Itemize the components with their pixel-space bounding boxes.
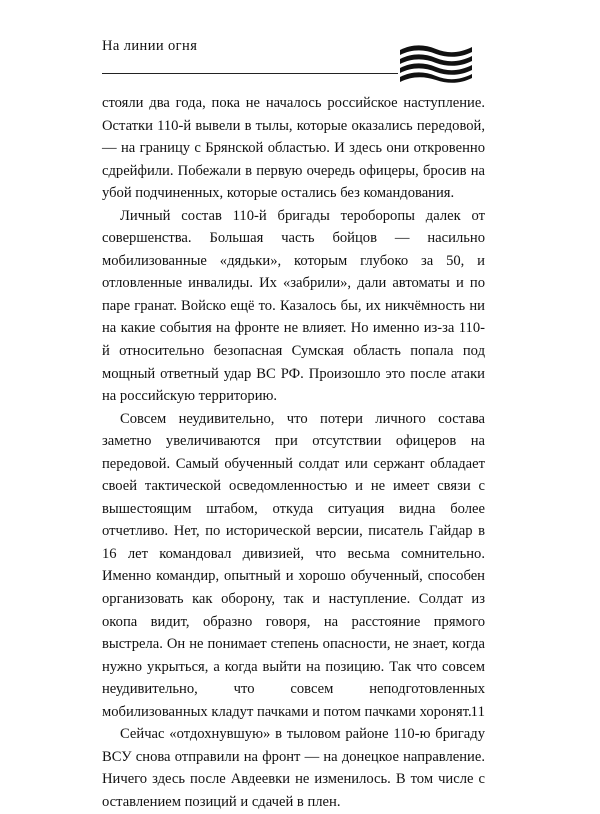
- banner-flag-icon: [398, 44, 474, 84]
- paragraph: Личный состав 110-й бригады тероборопы далек от совершенства. Большая часть бойцов — насильно мобилизованные «дядьки», которым глубоко за 50, и отловленные инвалиды. Их «забрили», дали автоматы и по паре гранат. Войско ещё то. Казалось бы, их никчёмность ни на какие события на фронте не влияет. Но именно из-за 110-й относительно безопасная Сумская область попала под мощный ответный удар ВС РФ. Произошло это после атаки на российскую территорию.: [102, 207, 485, 405]
- paragraph: Совсем неудивительно, что потери личного состава заметно увеличиваются при отсутствии офицеров на передовой. Самый обученный солдат или сержант обладает своей тактической осведомленностью и не имеет связи с вышестоящим штабом, откуда ситуация видна более отчетливо. Нет, по исторической версии, писатель Гайдар в 16 лет командовал дивизией, что весьма сомнительно. Именно командир, опытный и хорошо обученный, способен организовать как оборону, так и наступление. Солдат из окопа видит, образно говоря, на расстояние прямого выстрела. Он не понимает степень опасности, не знает, когда нужно укрыться, а когда выйти на позицию. Так что совсем неудивительно, что совсем неподготовленных мобилизованных кладут пачками и потом пачками хоронят.: [102, 410, 485, 720]
- paragraph: Сейчас «отдохнувшую» в тыловом районе 110-ю бригаду ВСУ снова отправили на фронт — на донецкое направление. Ничего здесь после Авдеевки не изменилось. В том числе с оставлением позиций и сдачей в плен.: [102, 726, 485, 810]
- running-head-title: На линии огня: [102, 38, 198, 54]
- header-rule: [102, 73, 398, 74]
- page-number: 11: [470, 704, 485, 720]
- paragraph: стояли два года, пока не началось российское наступление. Остатки 110-й вывели в тылы, которые оказались передовой, — на границу с Брянской областью. И здесь они откровенно сдрейфили. Побежали в первую очередь офицеры, бросив на убой подчиненных, которые остались без командования.: [102, 95, 485, 202]
- body-text: [102, 92, 485, 814]
